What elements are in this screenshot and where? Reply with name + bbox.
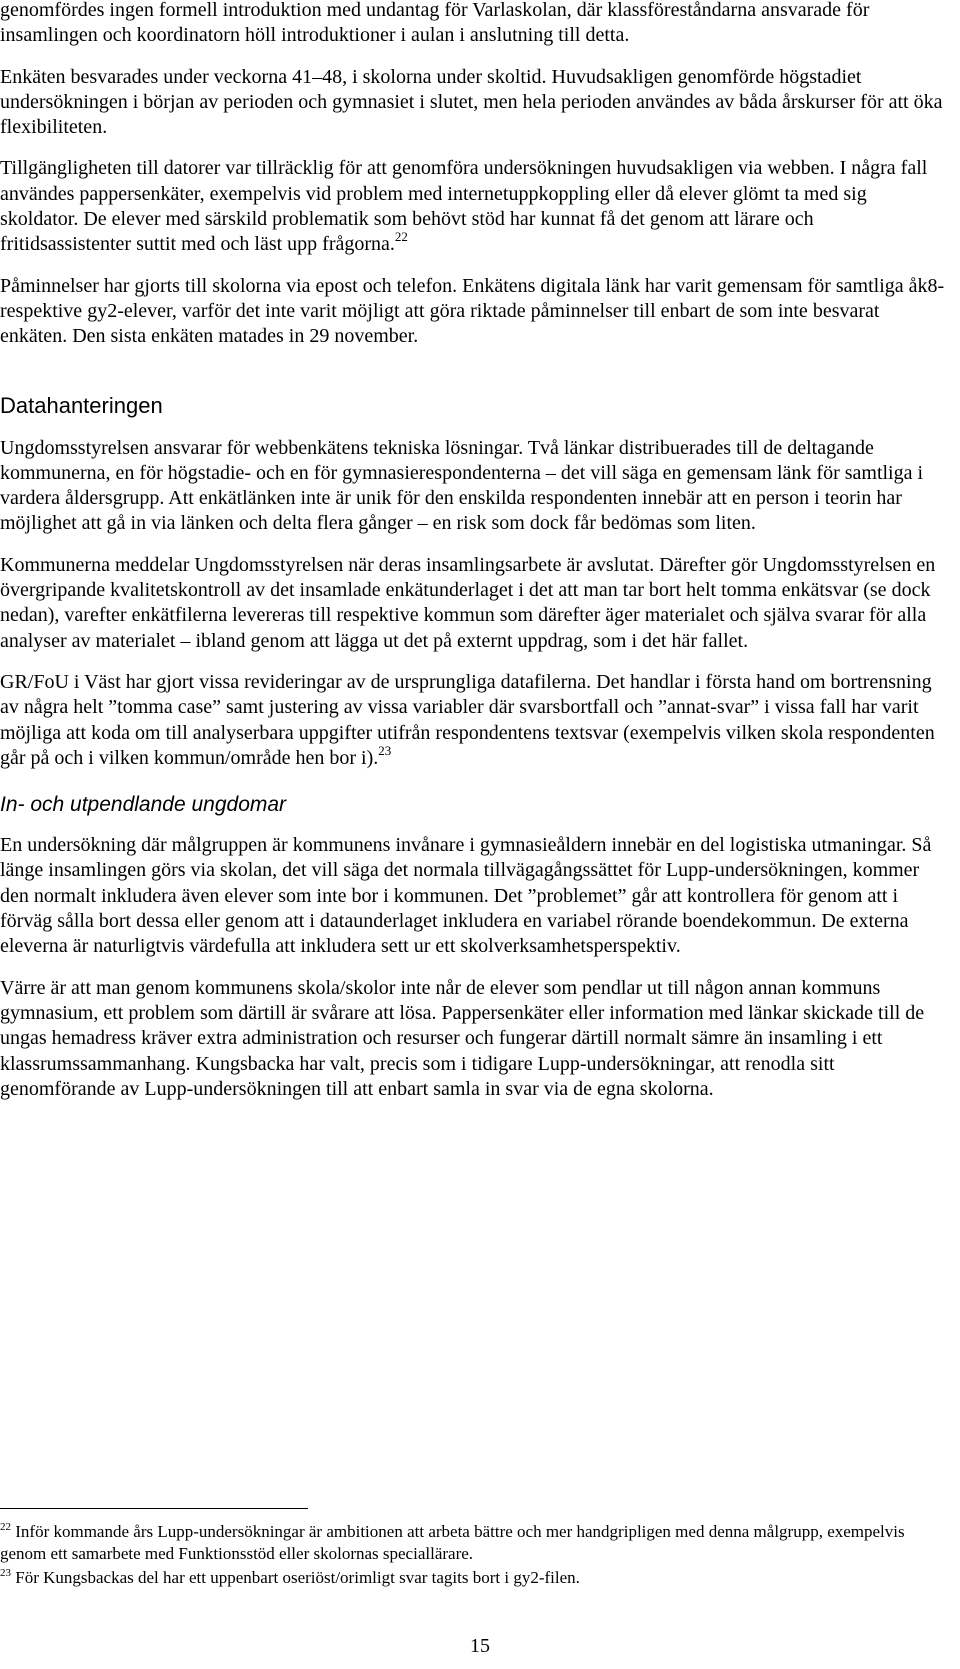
heading-datahanteringen: Datahanteringen	[0, 392, 163, 418]
page-number: 15	[470, 1635, 490, 1657]
paragraph-intro-continuation: genomfördes ingen formell introduktion med undantag för Varlaskolan, där klassföreståndarna ansvarade för insamlingen och koordinatorn höll introduktioner i aulan i anslutning till detta.	[0, 0, 870, 47]
footnote-22	[0, 1521, 945, 1565]
paragraph-computer-access	[0, 156, 945, 257]
footnote-ref-22[interactable]: 22	[394, 229, 408, 245]
footnote-text: För Kungsbackas del har ett uppenbart oseriöst/orimligt svar tagits bort i gy2-filen.	[15, 1568, 580, 1587]
footnote-separator	[0, 1508, 308, 1509]
footnote-text: Inför kommande års Lupp-undersökningar är ambitionen att arbeta bättre och mer handgripligen med denna målgrupp, exempelvis genom ett samarbete med Funktionsstöd eller skolornas speciallärare.	[0, 1522, 905, 1563]
paragraph-survey-weeks: Enkäten besvarades under veckorna 41–48, i skolorna under skoltid. Huvudsakligen genomförde högstadiet undersökningen i början av perioden och gymnasiet i slutet, men hela perioden användes av båda årskurser för att öka flexibiliteten.	[0, 65, 943, 139]
paragraph-logistics: En undersökning där målgruppen är kommunens invånare i gymnasieåldern innebär en del logistiska utmaningar. Så länge insamlingen görs via skolan, det vill säga det normala tillvägagångssättet för Lupp-undersökningen, kommer den normalt inkludera även elever som inte bor i kommunen. Det ”problemet” går att kontrollera för genom att i förväg sålla bort dessa eller genom att i dataunderlaget inkludera en variabel rörande boendekommun. De externa eleverna är naturligtvis värdefulla att inkludera sett ur ett skolverksamhetsperspektiv.	[0, 834, 932, 958]
paragraph-web-survey: Ungdomsstyrelsen ansvarar för webbenkätens tekniska lösningar. Två länkar distribuerades till de deltagande kommunerna, en för högstadie- och en för gymnasierespondenterna – det vill säga en gemensam länk för samtliga i vardera åldersgrupp. Att enkätlänken inte är unik för den enskilda respondenten innebär att en person i teorin har möjlighet att gå in via länken och delta flera gånger – en risk som dock får bedömas som liten.	[0, 436, 924, 535]
paragraph-reminders: Påminnelser har gjorts till skolorna via epost och telefon. Enkätens digitala länk har varit gemensam för samtliga åk8- respektive gy2-elever, varför det inte varit möjligt att göra riktade påminnelser till enbart de som inte besvarat enkäten. Den sista enkäten matades in 29 november.	[0, 274, 945, 348]
paragraph-quality-control: Kommunerna meddelar Ungdomsstyrelsen när deras insamlingsarbete är avslutat. Därefter gör Ungdomsstyrelsen en övergripande kvalitetskontroll av det insamlade enkätunderlaget i det att man tar bort helt tomma enkätsvar (se dock nedan), varefter enkätfilerna levereras till respektive kommun som därefter äger materialet och själva svarar för alla analyser av materialet – ibland genom att lägga ut det på externt uppdrag, som i det här fallet.	[0, 553, 936, 652]
footnote-ref-23[interactable]: 23	[378, 742, 392, 758]
footnote-23	[0, 1567, 945, 1589]
footnotes	[0, 1521, 945, 1591]
footnote-number: 23	[0, 1567, 11, 1579]
paragraph-revisions	[0, 670, 945, 771]
paragraph-computer-access-text: Tillgängligheten till datorer var tillräcklig för att genomföra undersökningen huvudsakligen via webben. I några fall användes pappersenkäter, exempelvis vid problem med internetuppkoppling eller då elever glömt ta med sig skoldator. De elever med särskild problematik som behövt stöd har kunnat få det genom att lärare och fritidsassistenter suttit med och läst upp frågorna.	[0, 157, 928, 256]
footnote-number: 22	[0, 1521, 11, 1533]
paragraph-outcommuters: Värre är att man genom kommunens skola/skolor inte når de elever som pendlar ut till någon annan kommuns gymnasium, ett problem som därtill är svårare att lösa. Pappersenkäter eller information med länkar skickade till de ungas hemadress kräver extra administration och resurser och fungerar därtill normalt sämre än insamling i ett klassrumssammanhang. Kungsbacka har valt, precis som i tidigare Lupp-undersökningar, att renodla sitt genomförande av Lupp-undersökningen till att enbart samla in svar via de egna skolorna.	[0, 976, 925, 1100]
paragraph-revisions-text: GR/FoU i Väst har gjort vissa revideringar av de ursprungliga datafilerna. Det handlar i första hand om bortrensning av några helt ”tomma case” samt justering av vissa variabler där svarsbortfall och ”annat-svar” i vissa fall har varit möjliga att koda om till analyserbara uppgifter utifrån respondentens textsvar (exempelvis vilken skola respondenten går på och i vilken kommun/område hen bor i).	[0, 670, 935, 769]
heading-in-och-utpendlande: In- och utpendlande ungdomar	[0, 793, 287, 817]
